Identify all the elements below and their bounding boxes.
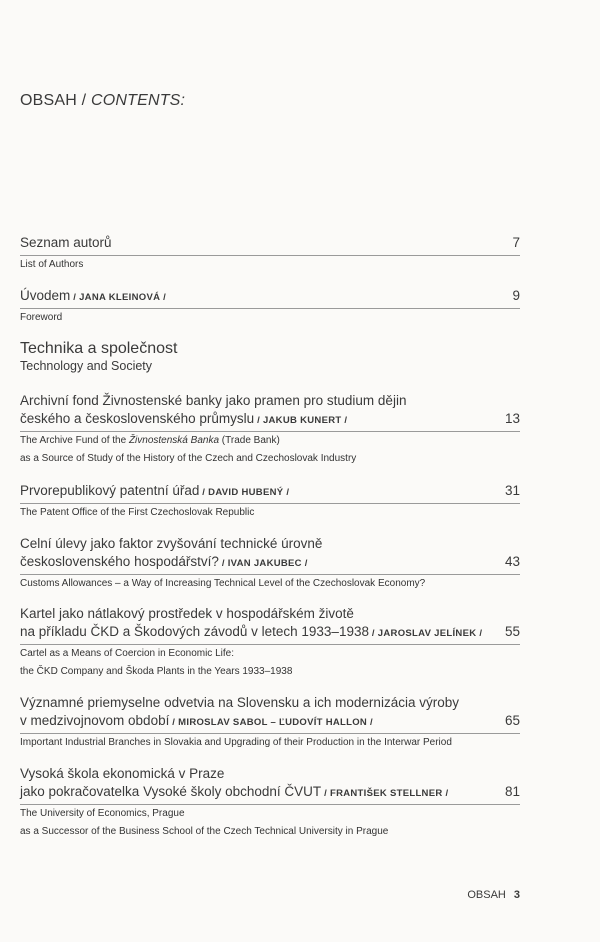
page-number: 65: [504, 713, 520, 728]
entry-subtitle: as a Source of Study of the History of the Czech and Czechoslovak Industry: [20, 453, 357, 464]
title-main: OBSAH /: [20, 92, 91, 109]
toc-entry[interactable]: [20, 535, 520, 593]
entry-title-line: v medzivojnovom období: [20, 713, 170, 728]
entry-title-line: československého hospodářství?: [20, 554, 219, 569]
entry-subtitle: Foreword: [20, 312, 63, 323]
footer-page-number: 3: [513, 889, 520, 901]
entry-title: Úvodem: [20, 288, 71, 303]
toc-entry[interactable]: [20, 605, 520, 681]
entry-title: Seznam autorů: [20, 235, 112, 250]
entry-subtitle: The Patent Office of the First Czechoslovak Republic: [20, 507, 255, 518]
entry-author: / FRANTIŠEK STELLNER /: [321, 788, 449, 799]
entry-title-line: Archivní fond Živnostenské banky jako pramen pro studium dějin: [20, 393, 407, 408]
toc-entry[interactable]: [20, 694, 520, 752]
subtitle-part: (Trade Bank): [219, 435, 280, 446]
footer-label: OBSAH: [467, 889, 506, 901]
entry-subtitle: Customs Allowances – a Way of Increasing Technical Level of the Czechoslovak Economy?: [20, 578, 426, 589]
page-number: 31: [504, 483, 520, 498]
entry-author: / JAKUB KUNERT /: [254, 415, 348, 426]
page-title: [20, 92, 185, 110]
toc-entry[interactable]: [20, 287, 520, 327]
section-title: Technika a společnost: [20, 340, 178, 357]
entry-title-line: Vysoká škola ekonomická v Praze: [20, 766, 225, 781]
entry-title-line: Významné priemyselne odvetvia na Slovensku a ich modernizácia výroby: [20, 695, 459, 710]
page-number: 55: [504, 624, 520, 639]
toc-entry[interactable]: [20, 482, 520, 522]
entry-subtitle: The University of Economics, Prague: [20, 808, 185, 819]
page-number: 7: [512, 235, 520, 250]
entry-title-line: na příkladu ČKD a Škodových závodů v letech 1933–1938: [20, 624, 369, 639]
section-subtitle: Technology and Society: [20, 359, 153, 373]
entry-subtitle: as a Successor of the Business School of the Czech Technical University in Prague: [20, 826, 389, 837]
page-number: 81: [504, 784, 520, 799]
subtitle-part: The Archive Fund of the: [20, 435, 129, 446]
entry-subtitle: [20, 432, 520, 450]
entry-title-line: Prvorepublikový patentní úřad: [20, 483, 200, 498]
page-number: 9: [512, 288, 520, 303]
entry-title-line: jako pokračovatelka Vysoké školy obchodní ČVUT: [20, 784, 322, 799]
toc-entry[interactable]: [20, 234, 520, 274]
entry-title-line: Celní úlevy jako faktor zvyšování technické úrovně: [20, 536, 323, 551]
entry-title-line: Kartel jako nátlakový prostředek v hospodářském životě: [20, 606, 354, 621]
title-italic: CONTENTS:: [90, 92, 186, 109]
entry-author: / DAVID HUBENÝ /: [199, 487, 290, 498]
entry-subtitle: Cartel as a Means of Coercion in Economic Life:: [20, 648, 234, 659]
entry-author: / JAROSLAV JELÍNEK /: [368, 628, 483, 639]
entry-subtitle: Important Industrial Branches in Slovakia and Upgrading of their Production in the Interwar Period: [20, 737, 452, 748]
entry-subtitle: the ČKD Company and Škoda Plants in the Years 1933–1938: [20, 666, 293, 677]
entry-subtitle: List of Authors: [20, 259, 84, 270]
page-footer: [460, 889, 520, 901]
entry-author: / MIROSLAV SABOL – ĽUDOVÍT HALLON /: [169, 717, 373, 728]
entry-title-line: českého a československého průmyslu: [20, 411, 255, 426]
entry-author: / IVAN JAKUBEC /: [218, 558, 308, 569]
page-number: 13: [504, 411, 520, 426]
subtitle-italic: Živnostenská Banka: [128, 435, 220, 446]
page-number: 43: [504, 554, 520, 569]
toc-entry[interactable]: [20, 765, 520, 841]
toc-entry[interactable]: [20, 392, 520, 468]
entry-author: / JANA KLEINOVÁ /: [70, 292, 167, 303]
